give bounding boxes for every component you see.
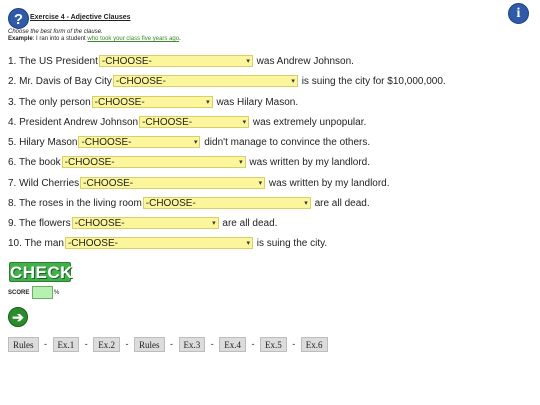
example-answer: who took your class five years ago: [87, 36, 180, 42]
question-7-text: 7. Wild Cherries: [8, 178, 80, 189]
info-icon[interactable]: i: [508, 3, 529, 24]
nav-tab-rules-2[interactable]: Rules: [134, 337, 165, 352]
question-9-text: 9. The flowers: [8, 218, 71, 229]
question-1-rest: was Andrew Johnson.: [256, 56, 354, 67]
question-6: [8, 156, 370, 169]
select-value: -CHOOSE-: [145, 198, 196, 209]
question-9-rest: are all dead.: [222, 218, 278, 229]
select-value: -CHOOSE-: [115, 76, 166, 87]
nav-separator: -: [292, 339, 296, 349]
help-question-icon[interactable]: ?: [8, 8, 29, 29]
question-8-select[interactable]: [143, 197, 311, 209]
question-1-text: 1. The US President: [8, 56, 98, 67]
question-8: [8, 197, 370, 210]
question-10-text: 10. The man: [8, 238, 64, 249]
question-4-text: 4. President Andrew Johnson: [8, 117, 139, 128]
question-7-rest: was written by my landlord.: [268, 178, 390, 189]
chevron-down-icon: ▾: [206, 99, 210, 106]
score-label: SCORE: [8, 290, 30, 296]
question-10: [8, 237, 327, 250]
select-value: -CHOOSE-: [142, 117, 193, 128]
question-9: [8, 217, 277, 230]
chevron-down-icon: ▾: [212, 220, 216, 227]
nav-separator: -: [84, 339, 88, 349]
score-percent: %: [54, 290, 60, 296]
question-6-rest: was written by my landlord.: [249, 157, 371, 168]
question-3-text: 3. The only person: [8, 97, 91, 108]
select-value: -CHOOSE-: [94, 97, 145, 108]
question-4-select[interactable]: [139, 116, 249, 128]
question-1: [8, 55, 354, 68]
question-4-rest: was extremely unpopular.: [252, 117, 367, 128]
question-7-select[interactable]: [80, 177, 265, 189]
nav-tab-ex5[interactable]: Ex.5: [260, 337, 287, 352]
question-9-select[interactable]: [72, 217, 219, 229]
nav-tab-ex6[interactable]: Ex.6: [301, 337, 328, 352]
chevron-down-icon: ▾: [239, 159, 243, 166]
question-3-select[interactable]: [92, 96, 213, 108]
question-3-rest: was Hilary Mason.: [216, 97, 299, 108]
example-label: Example: [8, 36, 33, 42]
example-line: [8, 36, 181, 42]
nav-separator: -: [44, 339, 48, 349]
chevron-down-icon: ▾: [246, 58, 250, 65]
question-5-text: 5. Hilary Mason: [8, 137, 78, 148]
question-8-rest: are all dead.: [314, 198, 370, 209]
instructions: Choose the best form of the clause.: [8, 29, 103, 35]
nav-tab-ex2[interactable]: Ex.2: [93, 337, 120, 352]
nav-separator: -: [251, 339, 255, 349]
nav-tab-rules[interactable]: Rules: [8, 337, 39, 352]
select-value: -CHOOSE-: [74, 218, 125, 229]
question-10-rest: is suing the city.: [256, 238, 328, 249]
select-value: -CHOOSE-: [81, 137, 132, 148]
question-6-select[interactable]: [62, 156, 246, 168]
chevron-down-icon: ▾: [193, 139, 198, 146]
nav-tab-ex1[interactable]: Ex.1: [53, 337, 80, 352]
nav-separator: -: [170, 339, 174, 349]
question-6-text: 6. The book: [8, 157, 61, 168]
select-value: -CHOOSE-: [64, 157, 115, 168]
nav-separator: -: [125, 339, 129, 349]
chevron-down-icon: ▾: [304, 200, 308, 207]
question-8-text: 8. The roses in the living room: [8, 198, 142, 209]
question-3: [8, 96, 298, 109]
question-2-rest: is suing the city for $10,000,000.: [301, 76, 446, 87]
chevron-down-icon: ▾: [291, 78, 295, 85]
example-end: .: [179, 36, 181, 42]
example-text: : I ran into a student: [32, 36, 88, 42]
arrow-right-icon[interactable]: ➔: [8, 307, 28, 327]
chevron-down-icon: ▾: [242, 119, 247, 126]
select-value: -CHOOSE-: [83, 178, 134, 189]
nav-separator: -: [210, 339, 214, 349]
select-value: -CHOOSE-: [101, 56, 152, 67]
question-5: [8, 136, 370, 149]
question-4: [8, 116, 366, 129]
question-5-select[interactable]: [78, 136, 200, 148]
question-1-select[interactable]: [99, 55, 253, 67]
question-10-select[interactable]: [65, 237, 253, 249]
question-5-rest: didn't manage to convince the others.: [204, 137, 371, 148]
question-7: [8, 177, 390, 190]
nav-tab-ex3[interactable]: Ex.3: [179, 337, 206, 352]
question-2-select[interactable]: [113, 75, 298, 87]
select-value: -CHOOSE-: [67, 238, 118, 249]
exercise-title: Exercise 4 - Adjective Clauses: [30, 14, 131, 21]
chevron-down-icon: ▾: [246, 240, 250, 247]
question-2-text: 2. Mr. Davis of Bay City: [8, 76, 112, 87]
check-button[interactable]: CHECK: [10, 263, 73, 282]
chevron-down-icon: ▾: [258, 180, 263, 187]
score-field: [32, 286, 53, 299]
question-2: [8, 75, 446, 88]
nav-tab-ex4[interactable]: Ex.4: [219, 337, 246, 352]
exercise-nav: [8, 337, 328, 352]
